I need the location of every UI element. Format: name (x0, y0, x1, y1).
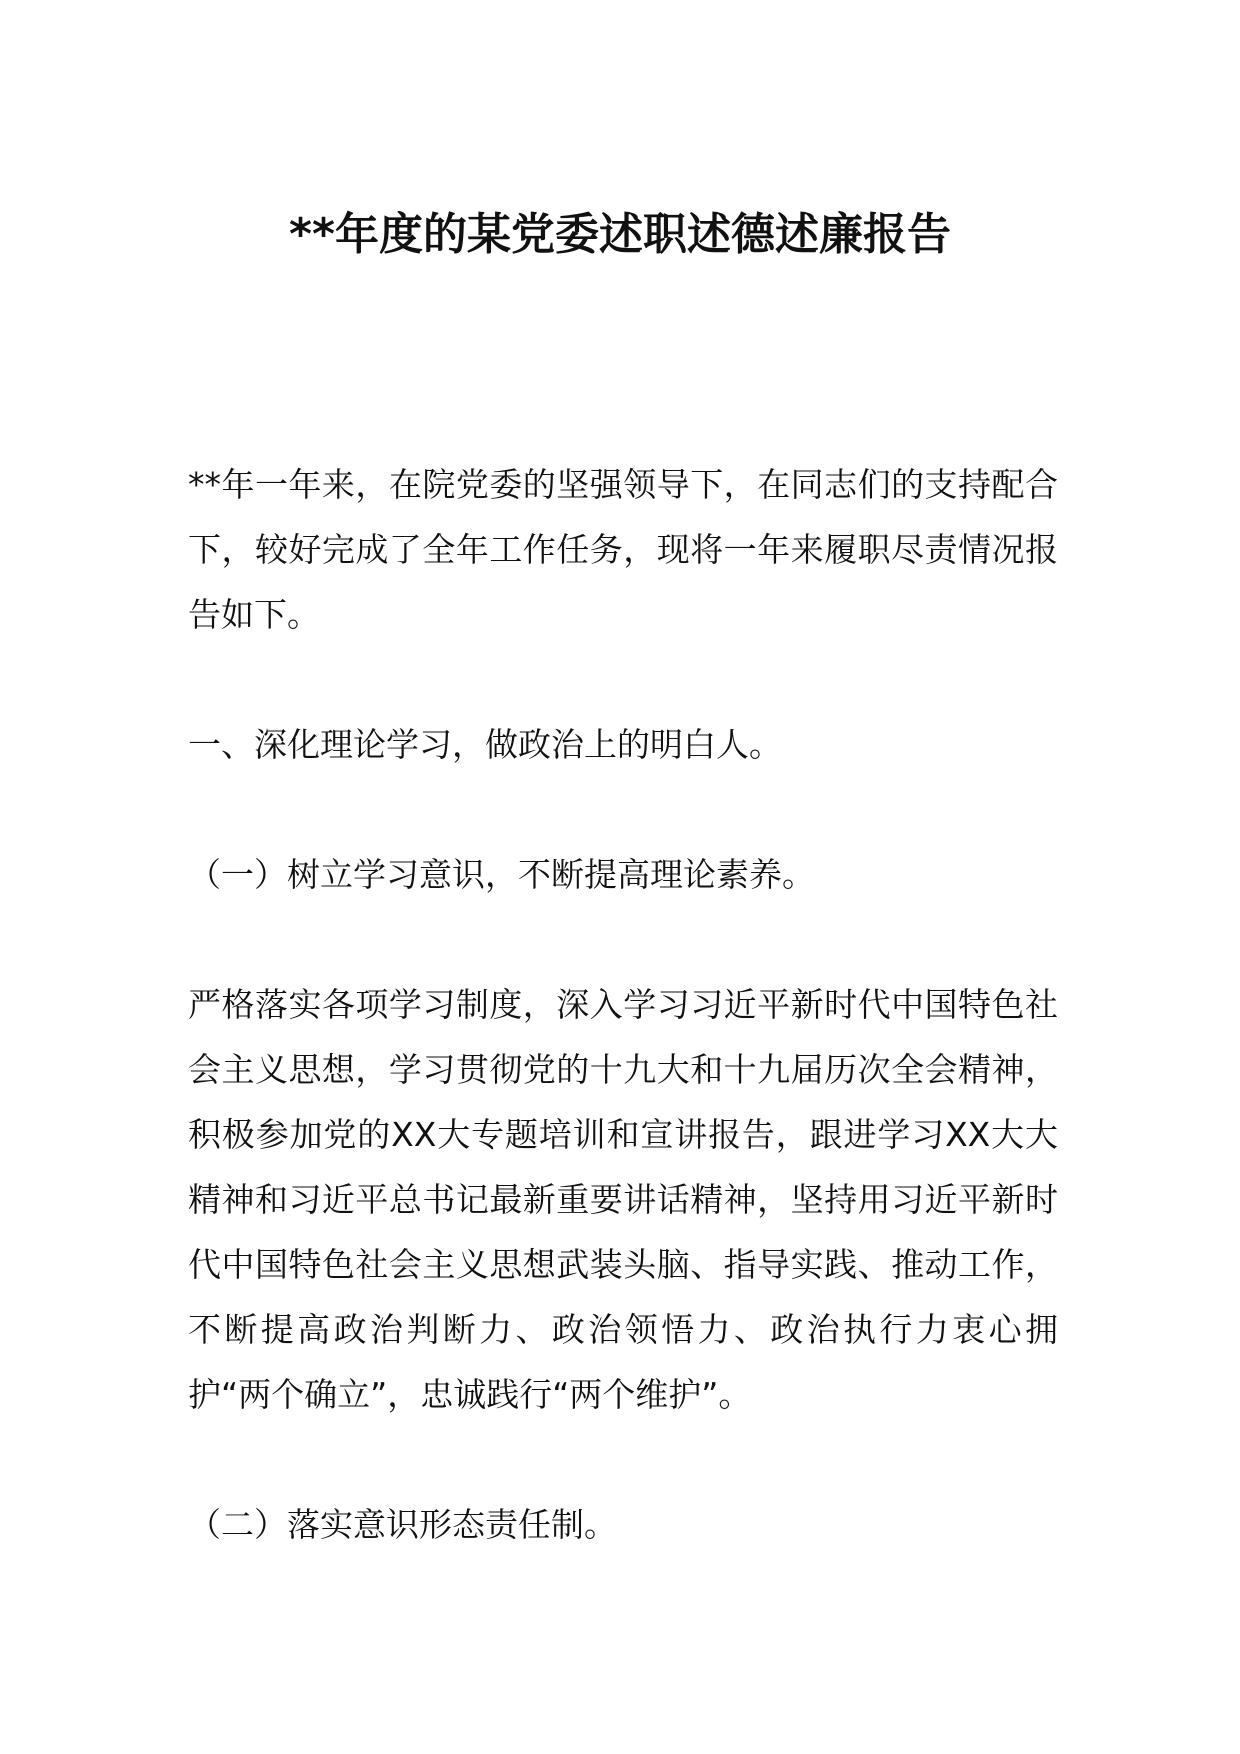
section-heading-1: 一、深化理论学习，做政治上的明白人。 (188, 725, 782, 764)
document-title: **年度的某党委述职述德述廉报告 (288, 209, 952, 260)
intro-paragraph: **年一年来，在院党委的坚强领导下，在同志们的支持配合下，较好完成了全年工作任务，现将一年来履职尽责情况报告如下。 (188, 465, 1058, 634)
subsection-heading-2: （二）落实意识形态责任制。 (188, 1505, 617, 1544)
subsection-heading-1: （一）树立学习意识，不断提高理论素养。 (188, 855, 815, 894)
subsection-1-paragraph: 严格落实各项学习制度，深入学习习近平新时代中国特色社会主义思想，学习贯彻党的十九大和十九届历次全会精神，积极参加党的XX大专题培训和宣讲报告，跟进学习XX大大精神和习近平总书记最新重要讲话精神，坚持用习近平新时代中国特色社会主义思想武装头脑、指导实践、推动工作，不断提高政治判断力、政治领悟力、政治执行力衷心拥护“两个确立”，忠诚践行“两个维护”。 (188, 985, 1058, 1414)
